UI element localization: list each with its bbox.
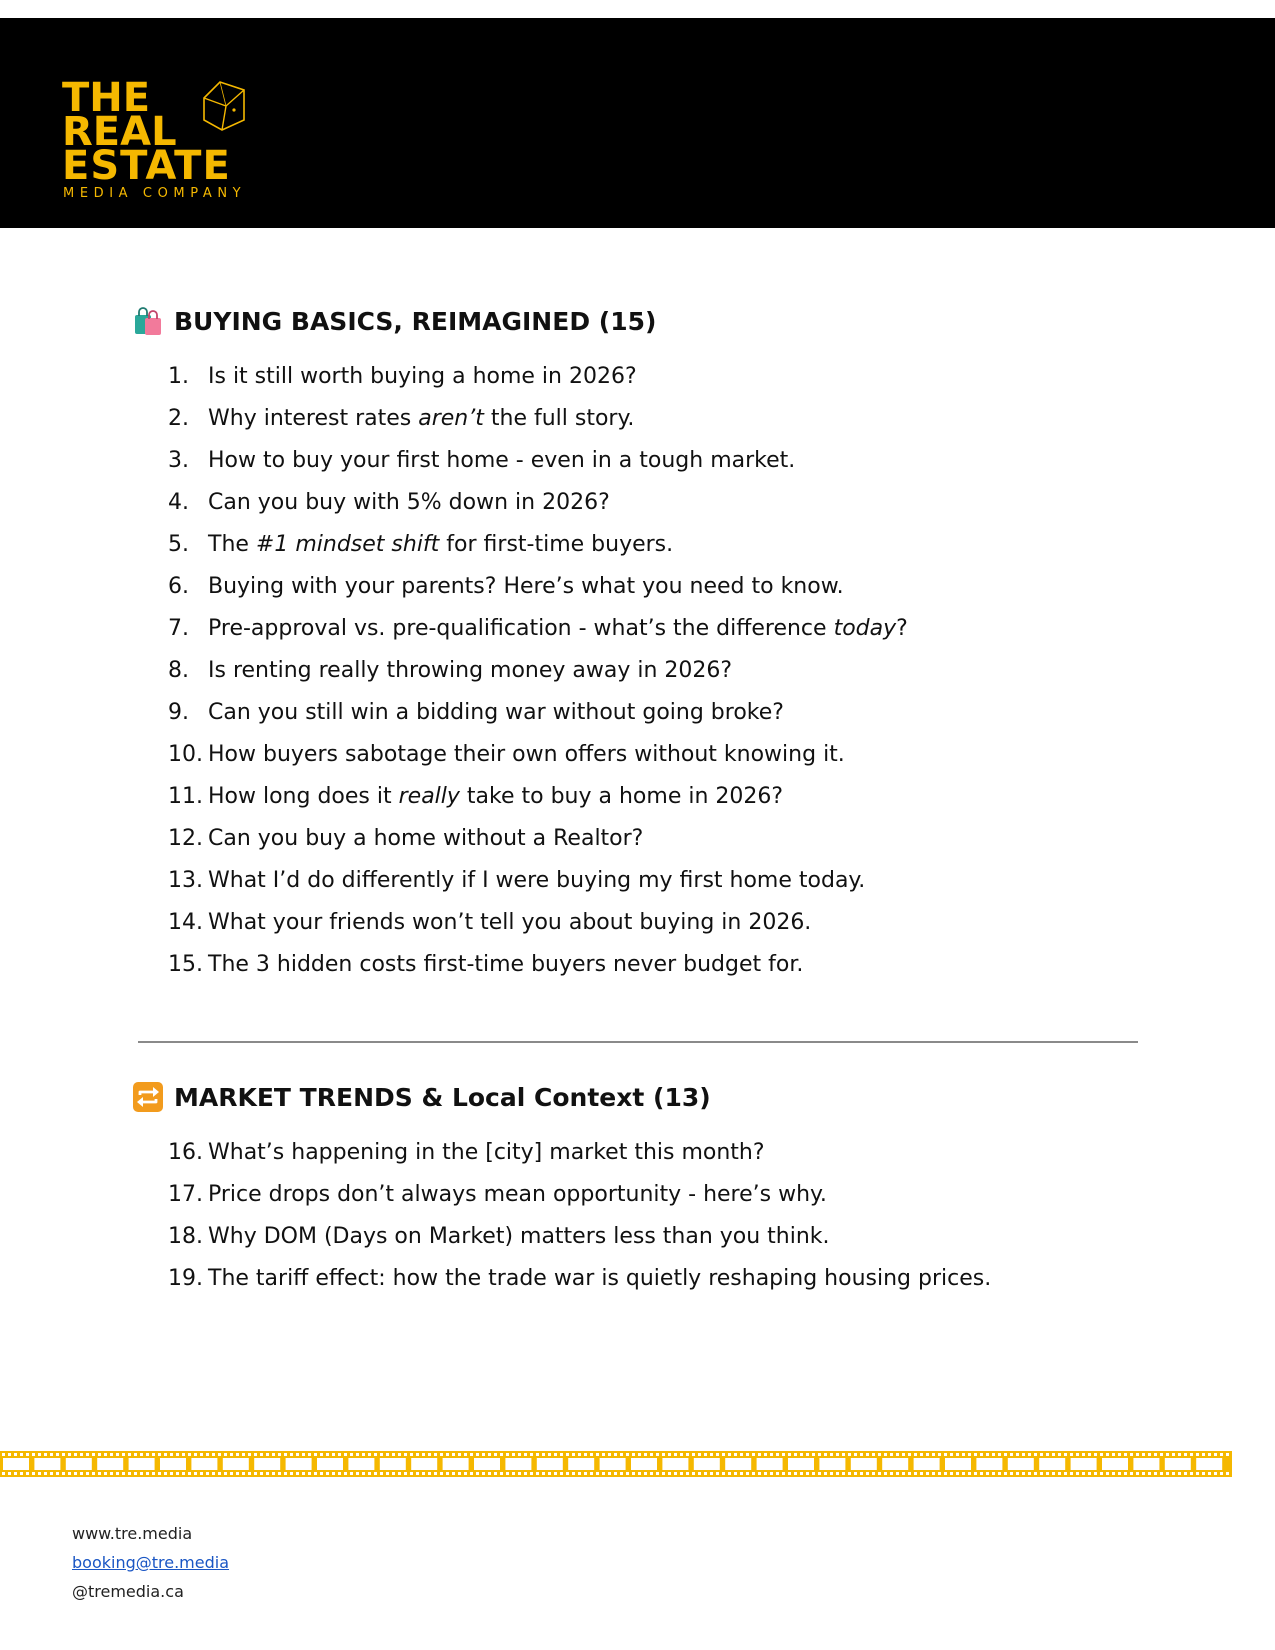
section-divider — [138, 1041, 1138, 1043]
item-number: 11. — [168, 784, 203, 809]
footer-contact — [72, 1524, 229, 1611]
market-trends-list — [168, 1140, 1168, 1308]
item-text — [208, 784, 783, 810]
item-number: 8. — [168, 658, 189, 683]
list-item — [168, 742, 1168, 784]
item-text — [208, 616, 908, 642]
item-text: How buyers sabotage their own offers without knowing it. — [208, 742, 845, 767]
item-number: 7. — [168, 616, 189, 641]
item-text: How to buy your first home - even in a tough market. — [208, 448, 796, 473]
list-item — [168, 952, 1168, 994]
buying-basics-list — [168, 364, 1168, 994]
item-number: 3. — [168, 448, 189, 473]
list-item — [168, 1266, 1168, 1308]
item-number: 1. — [168, 364, 189, 389]
item-text-emphasis: #1 mindset shift — [255, 532, 440, 557]
item-text: Is renting really throwing money away in 2026? — [208, 658, 733, 683]
item-number: 10. — [168, 742, 203, 767]
item-text: Is it still worth buying a home in 2026? — [208, 364, 637, 389]
item-number: 4. — [168, 490, 189, 515]
item-text-pre: Why interest rates — [208, 406, 419, 431]
item-text: What I’d do differently if I were buying my first home today. — [208, 868, 866, 893]
item-text: Price drops don’t always mean opportunity - here’s why. — [208, 1182, 827, 1207]
item-number: 6. — [168, 574, 189, 599]
list-item — [168, 826, 1168, 868]
item-text-emphasis: today — [833, 616, 897, 641]
list-item — [168, 1224, 1168, 1266]
list-item — [168, 490, 1168, 532]
item-text-post: for first-time buyers. — [439, 532, 674, 557]
item-number: 17. — [168, 1182, 203, 1207]
footer-handle: @tremedia.ca — [72, 1582, 184, 1601]
item-number: 2. — [168, 406, 189, 431]
item-text: Can you buy with 5% down in 2026? — [208, 490, 610, 515]
list-item — [168, 658, 1168, 700]
section-title-text: MARKET TRENDS & Local Context (13) — [174, 1082, 711, 1112]
list-item — [168, 784, 1168, 826]
section-title-market-trends — [132, 1081, 711, 1113]
list-item — [168, 868, 1168, 910]
brand-logo — [62, 62, 262, 202]
list-item — [168, 700, 1168, 742]
list-item — [168, 406, 1168, 448]
item-text: The 3 hidden costs first-time buyers never budget for. — [208, 952, 804, 977]
footer-website: www.tre.media — [72, 1524, 193, 1543]
item-text-pre: Pre-approval vs. pre-qualification - what’s the difference — [208, 616, 834, 641]
list-item — [168, 1182, 1168, 1224]
item-number: 9. — [168, 700, 189, 725]
film-strip-border — [0, 1451, 1232, 1477]
item-text-emphasis: really — [398, 784, 460, 809]
header-band — [0, 18, 1275, 228]
list-item — [168, 574, 1168, 616]
item-text — [208, 532, 673, 558]
item-text-emphasis: aren’t — [418, 406, 484, 431]
list-item — [168, 448, 1168, 490]
item-number: 18. — [168, 1224, 203, 1249]
section-title-text: BUYING BASICS, REIMAGINED (15) — [174, 306, 657, 336]
list-item — [168, 616, 1168, 658]
item-text: Why DOM (Days on Market) matters less than you think. — [208, 1224, 830, 1249]
item-text-post: ? — [896, 616, 908, 641]
shopping-bags-icon — [132, 305, 164, 337]
item-text-pre: The — [208, 532, 256, 557]
item-text-pre: How long does it — [208, 784, 399, 809]
item-number: 12. — [168, 826, 203, 851]
item-text: Can you still win a bidding war without going broke? — [208, 700, 784, 725]
item-text: What’s happening in the [city] market this month? — [208, 1140, 765, 1165]
item-number: 5. — [168, 532, 189, 557]
logo-line-3: ESTATE — [62, 143, 231, 189]
item-number: 16. — [168, 1140, 203, 1165]
item-text: Buying with your parents? Here’s what you need to know. — [208, 574, 844, 599]
item-text: The tariff effect: how the trade war is quietly reshaping housing prices. — [208, 1266, 992, 1291]
item-text-post: the full story. — [483, 406, 635, 431]
section-title-buying-basics — [132, 305, 656, 337]
item-text — [208, 406, 634, 432]
item-number: 19. — [168, 1266, 203, 1291]
house-outline-icon — [200, 76, 246, 136]
repeat-arrows-icon — [132, 1081, 164, 1113]
logo-subtitle: MEDIA COMPANY — [63, 186, 247, 201]
logo-line-2: REAL — [62, 109, 177, 155]
item-number: 15. — [168, 952, 203, 977]
item-text: Can you buy a home without a Realtor? — [208, 826, 644, 851]
list-item — [168, 910, 1168, 952]
list-item — [168, 364, 1168, 406]
item-number: 14. — [168, 910, 203, 935]
item-text: What your friends won’t tell you about buying in 2026. — [208, 910, 812, 935]
list-item — [168, 532, 1168, 574]
logo-line-1: THE — [62, 75, 151, 121]
item-number: 13. — [168, 868, 203, 893]
list-item — [168, 1140, 1168, 1182]
item-text-post: take to buy a home in 2026? — [459, 784, 784, 809]
footer-email-link[interactable]: booking@tre.media — [72, 1553, 230, 1572]
